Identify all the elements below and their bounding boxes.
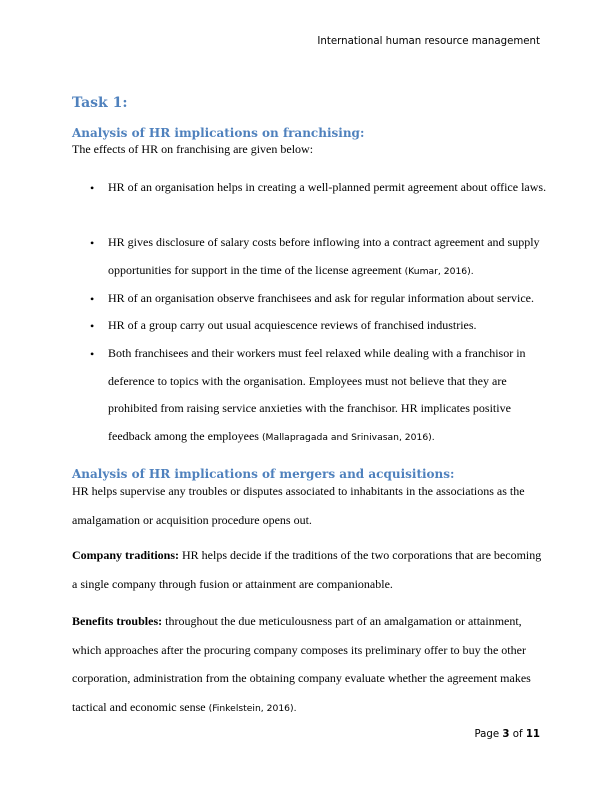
citation: (Mallapragada and Srinivasan, 2016). bbox=[261, 431, 435, 443]
running-header: International human resource management bbox=[317, 36, 540, 47]
franchising-heading: Analysis of HR implications on franchising: bbox=[72, 126, 365, 140]
company-traditions-label: Company traditions: bbox=[72, 548, 180, 562]
bullet-text: HR gives disclosure of salary costs before inflowing into a contract agreement and supply opportunities for support in the time of the license agreement (Kumar, 2016). bbox=[108, 235, 540, 277]
bullet-text: HR of an organisation helps in creating a well-planned permit agreement about office laws. bbox=[108, 180, 547, 194]
citation: (Finkelstein, 2016). bbox=[208, 702, 297, 714]
mergers-intro: HR helps supervise any troubles or disputes associated to inhabitants in the associations as the amalgamation or acquisition procedure opens out. bbox=[72, 484, 525, 527]
bullet-icon: • bbox=[90, 236, 95, 250]
bullet-icon: • bbox=[90, 181, 95, 195]
bullet-text: HR of an organisation observe franchisees and ask for regular information about service. bbox=[108, 291, 534, 305]
franchising-intro: The effects of HR on franchising are given below: bbox=[72, 142, 314, 156]
current-page-number: 3 bbox=[502, 729, 510, 740]
bullet-icon: • bbox=[90, 347, 95, 361]
total-page-count: 11 bbox=[525, 729, 540, 740]
page-number-footer: Page 3 of 11 bbox=[474, 729, 540, 740]
bullet-icon: • bbox=[90, 292, 95, 306]
task-heading: Task 1: bbox=[72, 95, 128, 111]
company-traditions-paragraph: Company traditions: HR helps decide if the traditions of the two corporations that are becoming a single company through fusion or attainment are companionable. bbox=[72, 548, 542, 591]
benefits-troubles-paragraph: Benefits troubles: throughout the due meticulousness part of an amalgamation or attainment, which approaches after the procuring company composes its preliminary offer to buy the other corporation, administration from the obtaining company evaluate whether the agreement makes tactical and economic sense (Finkelstein, 2016). bbox=[72, 614, 531, 714]
benefits-troubles-label: Benefits troubles: bbox=[72, 614, 163, 628]
citation: (Kumar, 2016). bbox=[404, 265, 474, 277]
bullet-icon: • bbox=[90, 319, 95, 333]
bullet-text: Both franchisees and their workers must feel relaxed while dealing with a franchisor in deference to topics with the organisation. Employees must not believe that they are prohibited from raising service anxieties with the franchisor. HR implicates positive feedback among the employees (Mallapragada and Srinivasan, 2016). bbox=[108, 346, 526, 443]
mergers-heading: Analysis of HR implications of mergers and acquisitions: bbox=[72, 467, 455, 481]
bullet-text: HR of a group carry out usual acquiescence reviews of franchised industries. bbox=[108, 318, 477, 332]
